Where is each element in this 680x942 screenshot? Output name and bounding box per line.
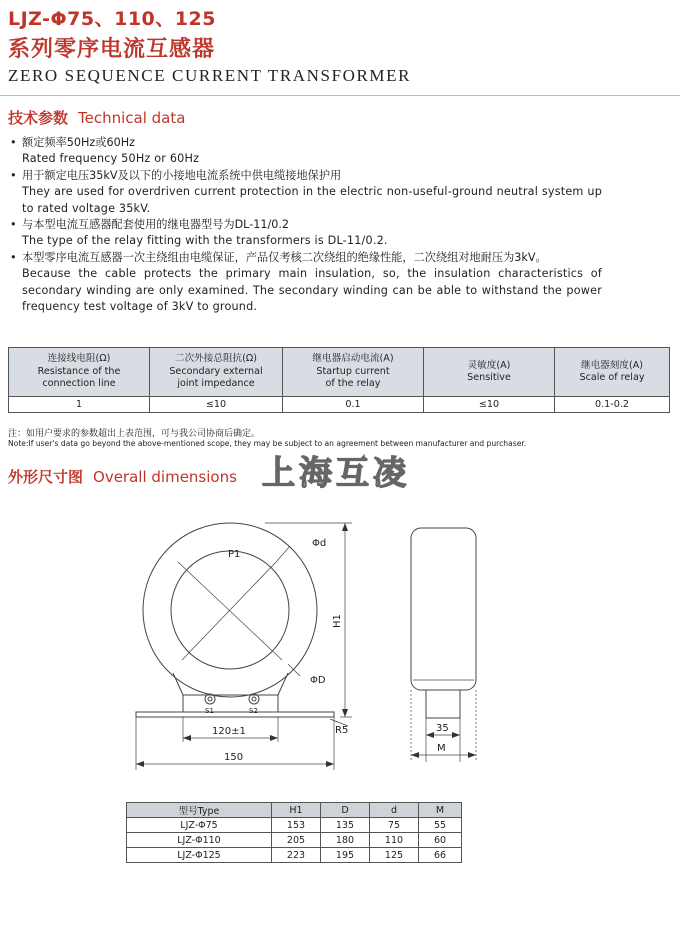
table-row (9, 397, 670, 413)
table-row (127, 818, 462, 833)
label-35: 35 (436, 723, 449, 734)
dim-header-cell: M (419, 803, 462, 818)
dim-header-cell: H1 (272, 803, 321, 818)
dim-cell: 153 (272, 818, 321, 833)
mount-neck (173, 673, 288, 695)
technical-data-heading (8, 107, 185, 128)
spec-cell: 1 (9, 397, 150, 413)
spec-cell: 0.1 (283, 397, 424, 413)
label-s2: S2 (249, 707, 258, 715)
product-name-cn: 系列零序电流互感器 (8, 37, 216, 62)
bullet-en-4: Because the cable protects the primary main insulation, so, the insulation characteristics of secondary winding are only examined. The secondary winding can be able to withstand the power frequency test voltage of 3kV to ground. (22, 267, 602, 314)
label-s1: S1 (205, 707, 214, 715)
dim-cell: LJZ-Φ110 (127, 833, 272, 848)
dim-cell: 135 (321, 818, 370, 833)
bullet-en-1: Rated frequency 50Hz or 60Hz (22, 152, 200, 166)
spec-header-cell: 继电器刻度(A) Scale of relay (555, 348, 670, 397)
spec-header-cell: 灵敏度(A) Sensitive (424, 348, 555, 397)
dimensions-heading-cn: 外形尺寸图 (8, 468, 84, 486)
technical-heading-en: Technical data (78, 109, 186, 127)
label-large-d: ΦD (310, 675, 326, 686)
spec-cell: ≤10 (424, 397, 555, 413)
note-en: Note:If user's data go beyond the above-mentioned scope, they may be subject to an agreement between manufacturer and purchaser. (8, 439, 527, 448)
bullet-en-2: They are used for overdriven current protection in the electric non-useful-ground neutral system up to rated voltage 35kV. (22, 185, 602, 215)
dim-cell: LJZ-Φ125 (127, 848, 272, 863)
dimension-table (126, 802, 462, 863)
note-cn: 注：如用户要求的参数超出上表范围，可与我公司协商后确定。 (8, 429, 261, 439)
spec-header-cell: 二次外接总阻抗(Ω) Secondary external joint impedance (150, 348, 283, 397)
label-m: M (437, 743, 446, 754)
model-title: LJZ-Φ75、110、125 (8, 8, 216, 30)
spec-header-cell: 连接线电阻(Ω) Resistance of the connection line (9, 348, 150, 397)
dimensions-heading (8, 466, 237, 487)
dim-cell: 223 (272, 848, 321, 863)
label-r5: R5 (335, 725, 349, 736)
header-divider (0, 95, 680, 96)
dim-cell: LJZ-Φ75 (127, 818, 272, 833)
spec-cell: ≤10 (150, 397, 283, 413)
table-row (127, 848, 462, 863)
label-h1: H1 (332, 614, 343, 628)
dimension-drawing (0, 490, 680, 790)
base-plate (136, 712, 334, 717)
dim-cell: 66 (419, 848, 462, 863)
technical-bullets (8, 135, 602, 315)
dim-cell: 125 (370, 848, 419, 863)
dim-header-cell: d (370, 803, 419, 818)
label-120: 120±1 (212, 726, 246, 737)
dim-cell: 195 (321, 848, 370, 863)
dim-header-cell: D (321, 803, 370, 818)
bullet-en-3: The type of the relay fitting with the transformers is DL-11/0.2. (22, 234, 388, 248)
dim-cell: 205 (272, 833, 321, 848)
side-body (411, 528, 476, 690)
bullet-cn-2: • 用于额定电压35kV及以下的小接地电流系统中供电缆接地保护用 (8, 168, 602, 184)
side-mount (426, 690, 460, 718)
bullet-cn-1: • 额定频率50Hz或60Hz (8, 135, 602, 151)
bullet-cn-3: • 与本型电流互感器配套使用的继电器型号为DL-11/0.2 (8, 217, 602, 233)
dim-header-cell: 型号Type (127, 803, 272, 818)
label-small-d: Φd (312, 538, 327, 549)
technical-heading-cn: 技术参数 (8, 109, 69, 127)
bullet-cn-4: • 本型零序电流互感器一次主绕组由电缆保证，产品仅考核二次绕组的绝缘性能，二次绕组对地耐压为3kV。 (8, 250, 602, 266)
label-150: 150 (224, 752, 244, 763)
dimensions-heading-en: Overall dimensions (93, 468, 237, 486)
label-p1: P1 (228, 549, 241, 560)
dim-cell: 180 (321, 833, 370, 848)
spec-table (8, 347, 670, 413)
watermark: 上海互凌 (262, 453, 410, 492)
product-name-en: ZERO SEQUENCE CURRENT TRANSFORMER (8, 66, 412, 85)
dim-cell: 60 (419, 833, 462, 848)
dim-cell: 75 (370, 818, 419, 833)
spec-header-cell: 继电器启动电流(A) Startup current of the relay (283, 348, 424, 397)
dim-cell: 110 (370, 833, 419, 848)
table-row (127, 833, 462, 848)
spec-cell: 0.1-0.2 (555, 397, 670, 413)
dim-cell: 55 (419, 818, 462, 833)
